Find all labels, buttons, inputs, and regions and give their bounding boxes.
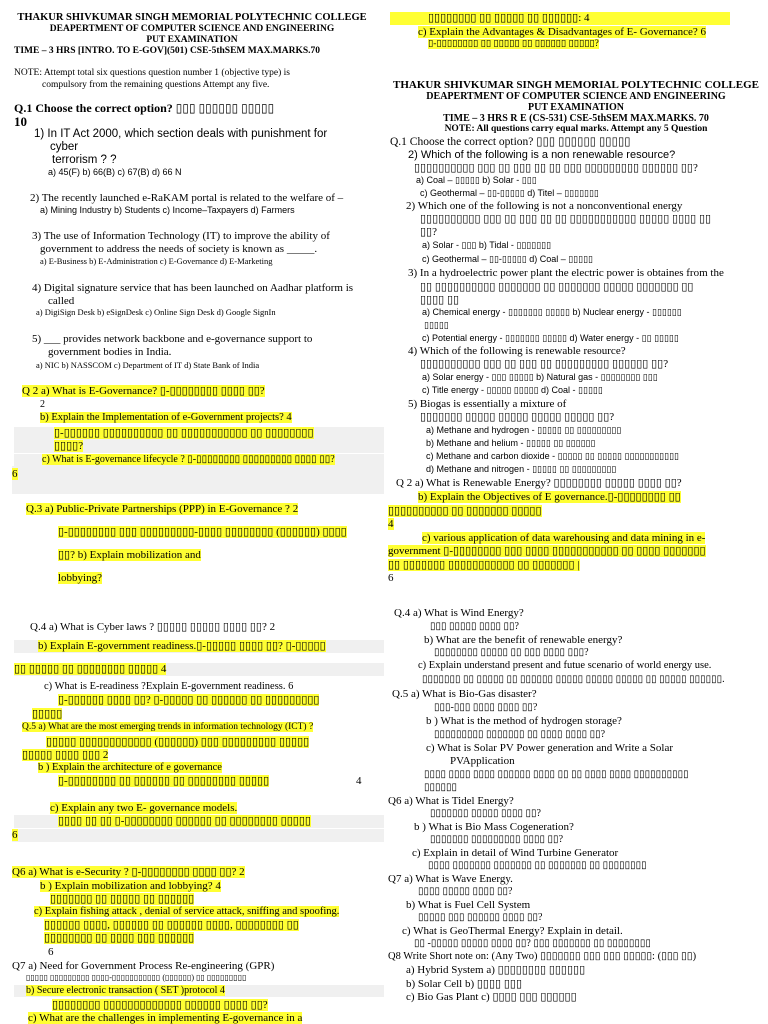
right-q5-c: c) What is Solar PV Power generation and Write a Solar bbox=[426, 742, 674, 754]
right-exam-paper bbox=[384, 0, 768, 1024]
left-q1-title: Q.1 Choose the correct option? ▯▯▯ ▯▯▯▯▯▯ ▯▯▯▯▯ bbox=[14, 101, 275, 115]
left-note-line-1: NOTE: Attempt total six questions question number 1 (objective type) is bbox=[14, 68, 290, 78]
left-q6-b: b ) Explain mobilization and lobbying? 4 bbox=[40, 880, 221, 892]
right-q2-b: b) Explain the Objectives of E governance.▯-▯▯▯▯▯▯▯▯ ▯▯ bbox=[418, 491, 681, 503]
right-q5-b: b ) What is the method of hydrogen storage? bbox=[426, 715, 622, 727]
right-q1-options: ▯▯▯▯▯ bbox=[424, 320, 449, 330]
right-q1-item: 2) Which of the following is a non renewable resource? bbox=[408, 149, 676, 161]
left-exam-name: PUT EXAMINATION bbox=[146, 35, 238, 45]
right-q1-hindi: ▯▯▯▯▯▯▯▯▯▯ ▯▯▯ ▯▯ ▯▯▯ ▯▯ ▯▯▯▯▯▯▯▯▯ ▯▯▯▯▯▯ ▯▯? bbox=[420, 358, 669, 370]
left-q2-a: Q 2 a) What is E-Governance? ▯-▯▯▯▯▯▯▯▯ ▯▯▯▯ ▯▯? bbox=[22, 385, 265, 397]
left-note-line-2: compulsory from the remaining questions Attempt any five. bbox=[42, 80, 270, 90]
right-top-c-hindi: ▯-▯▯▯▯▯▯▯▯ ▯▯ ▯▯▯▯▯ ▯▯ ▯▯▯▯▯▯ ▯▯▯▯▯? bbox=[428, 39, 599, 49]
right-q1-options: c) Methane and carbon dioxide - ▯▯▯▯▯ ▯▯ ▯▯▯▯▯ ▯▯▯▯▯▯▯▯▯▯▯ bbox=[426, 451, 679, 461]
left-q7-c: c) What are the challenges in implementing E-governance in a bbox=[28, 1012, 303, 1024]
right-q7-a: Q7 a) What is Wave Energy. bbox=[388, 873, 513, 885]
right-q4-c: c) Explain understand present and futue scenario of world energy use. bbox=[418, 660, 712, 671]
left-q3-b-cont: lobbying? bbox=[58, 572, 102, 584]
right-college-name: THAKUR SHIVKUMAR SINGH MEMORIAL POLYTECHNIC COLLEGE bbox=[392, 79, 759, 91]
right-q4-a: Q.4 a) What is Wind Energy? bbox=[394, 607, 524, 619]
left-q6-b-hindi: ▯▯▯▯▯▯▯ ▯▯ ▯▯▯▯▯ ▯▯ ▯▯▯▯▯▯ bbox=[50, 893, 195, 905]
right-q5-a: Q.5 a) What is Bio-Gas disaster? bbox=[392, 688, 537, 700]
left-department: DEAPERTMENT OF COMPUTER SCIENCE AND ENGINEERING bbox=[49, 24, 335, 34]
left-q5-a-hindi: ▯▯▯▯▯ ▯▯▯▯ ▯▯▯ 2 bbox=[22, 749, 109, 761]
left-q6-c-hindi: ▯▯▯▯▯▯ ▯▯▯▯, ▯▯▯▯▯▯ ▯▯ ▯▯▯▯▯▯ ▯▯▯▯, ▯▯▯▯▯▯▯▯ ▯▯ bbox=[44, 919, 299, 931]
right-q8-item: a) Hybrid System a) ▯▯▯▯▯▯▯▯ ▯▯▯▯▯▯ bbox=[406, 964, 586, 976]
right-q5-b-hindi: ▯▯▯▯▯▯▯▯▯ ▯▯▯▯▯▯▯ ▯▯ ▯▯▯▯ ▯▯▯▯ ▯▯? bbox=[434, 729, 606, 740]
right-q2-c: c) various application of data warehousing and data mining in e- bbox=[422, 532, 706, 544]
right-q7-c: c) What is GeoThermal Energy? Explain in detail. bbox=[402, 925, 623, 937]
left-q5-c-marks: 6 bbox=[12, 829, 384, 842]
right-q1-options: b) Methane and helium - ▯▯▯▯▯ ▯▯ ▯▯▯▯▯▯ bbox=[426, 438, 596, 448]
left-q1-item: 2) The recently launched e-RaKAM portal is related to the welfare of – bbox=[30, 192, 344, 204]
right-q6-b: b ) What is Bio Mass Cogeneration? bbox=[414, 821, 574, 833]
right-q1-options: c) Geothermal – ▯▯-▯▯▯▯▯ d) Titel – ▯▯▯▯▯▯▯ bbox=[420, 188, 599, 198]
right-q7-b-hindi: ▯▯▯▯▯ ▯▯▯ ▯▯▯▯▯▯ ▯▯▯▯ ▯▯? bbox=[418, 912, 543, 923]
right-q1-title: Q.1 Choose the correct option? ▯▯▯ ▯▯▯▯▯▯ ▯▯▯▯▯ bbox=[390, 136, 631, 148]
left-q5-c-hindi: ▯▯▯▯ ▯▯ ▯▯ ▯-▯▯▯▯▯▯▯▯ ▯▯▯▯▯▯ ▯▯ ▯▯▯▯▯▯▯▯ ▯▯▯▯▯ bbox=[14, 815, 384, 828]
right-q1-options: c) Geothermal – ▯▯-▯▯▯▯▯ d) Coal – ▯▯▯▯▯ bbox=[422, 254, 593, 264]
right-q5-c-hindi: ▯▯▯▯▯▯ bbox=[424, 782, 458, 793]
left-q1-options: a) DigiSign Desk b) eSignDesk c) Online Sign Desk d) Google SignIn bbox=[36, 307, 276, 317]
right-q4-c-hindi: ▯▯▯▯▯▯▯ ▯▯ ▯▯▯▯▯ ▯▯ ▯▯▯▯▯▯ ▯▯▯▯▯ ▯▯▯▯▯ ▯▯▯▯▯ ▯▯ ▯▯▯▯▯ ▯▯▯▯▯▯. bbox=[422, 674, 725, 685]
left-q3-b: ▯▯? b) Explain mobilization and bbox=[58, 549, 201, 561]
right-q2-c-hindi: ▯▯ ▯▯▯▯▯▯▯ ▯▯▯▯▯▯▯▯▯▯▯ ▯▯ ▯▯▯▯▯▯▯ | bbox=[388, 559, 580, 571]
left-q1-item: 5) ___ provides network backbone and e-governance support to bbox=[32, 333, 313, 345]
right-q4-a-hindi: ▯▯▯ ▯▯▯▯▯ ▯▯▯▯ ▯▯? bbox=[430, 621, 519, 632]
right-q6-c: c) Explain in detail of Wind Turbine Generator bbox=[412, 847, 619, 859]
left-q2-c: c) What is E-governance lifecycle ? ▯-▯▯▯▯▯▯▯▯ ▯▯▯▯▯▯▯▯▯ ▯▯▯▯ ▯▯? bbox=[14, 454, 384, 466]
left-q5-a: Q.5 a) What are the most emerging trends in information technology (ICT) ? bbox=[22, 722, 314, 732]
right-q1-hindi: ▯▯ ▯▯▯▯▯▯▯▯▯▯ ▯▯▯▯▯▯▯ ▯▯ ▯▯▯▯▯▯▯ ▯▯▯▯▯ ▯▯▯▯▯▯▯ ▯▯ bbox=[420, 281, 694, 293]
left-q7-a-hindi: ▯▯▯▯▯ ▯▯▯▯▯▯▯▯▯ ▯▯▯▯-▯▯▯▯▯▯▯▯▯▯▯ (▯▯▯▯▯▯) ▯▯ ▯▯▯▯▯▯▯▯▯ bbox=[26, 973, 247, 982]
left-q2-c-marks: 6 bbox=[12, 466, 384, 494]
left-exam-meta: TIME – 3 HRS [INTRO. TO E-GOV](501) CSE-5thSEM MAX.MARKS.70 bbox=[14, 46, 321, 56]
right-q1-item: 3) In a hydroelectric power plant the electric power is obtaines from the bbox=[408, 267, 724, 279]
left-q5-b-hindi: ▯-▯▯▯▯▯▯▯▯ ▯▯ ▯▯▯▯▯▯ ▯▯ ▯▯▯▯▯▯▯▯ ▯▯▯▯▯ bbox=[58, 775, 270, 787]
left-q1-item: government to address the needs of society is known as _____. bbox=[40, 243, 318, 255]
left-q2-b-hindi: ▯▯▯▯? bbox=[14, 440, 384, 453]
left-q1-item: terrorism ? ? bbox=[52, 154, 117, 166]
left-q6-a: Q6 a) What is e-Security ? ▯-▯▯▯▯▯▯▯▯ ▯▯▯▯ ▯▯? 2 bbox=[12, 866, 245, 878]
left-q5-b: b ) Explain the architecture of e governance bbox=[38, 762, 222, 773]
left-q1-options: a) E-Business b) E-Administration c) E-Governance d) E-Marketing bbox=[40, 256, 273, 266]
right-exam-meta: TIME – 3 HRS R E (CS-531) CSE-5thSEM MAX.MARKS. 70 bbox=[443, 113, 709, 124]
left-q1-item: 3) The use of Information Technology (IT) to improve the ability of bbox=[32, 230, 330, 242]
right-top-c: c) Explain the Advantages & Disadvantages of E- Governance? 6 bbox=[418, 26, 707, 38]
right-q1-options: a) Coal – ▯▯▯▯▯ b) Solar - ▯▯▯ bbox=[416, 175, 537, 185]
right-top-cont: ▯▯▯▯▯▯▯▯ ▯▯ ▯▯▯▯▯ ▯▯ ▯▯▯▯▯▯: 4 bbox=[390, 12, 730, 25]
right-q1-item: 5) Biogas is essentially a mixture of bbox=[408, 398, 567, 410]
right-q4-b-hindi: ▯▯▯▯▯▯▯▯ ▯▯▯▯▯ ▯▯ ▯▯▯ ▯▯▯▯ ▯▯▯? bbox=[434, 647, 589, 658]
left-q3-a: Q.3 a) Public-Private Partnerships (PPP) in E-Governance ? 2 bbox=[26, 503, 299, 515]
left-q5-b-marks: 4 bbox=[356, 775, 362, 787]
left-q1-options: a) NIC b) NASSCOM c) Department of IT d) State Bank of India bbox=[36, 360, 260, 370]
right-q1-hindi: ▯▯▯▯▯▯▯▯▯▯ ▯▯▯ ▯▯ ▯▯▯ ▯▯ ▯▯ ▯▯▯▯▯▯▯▯▯▯▯ ▯▯▯▯▯ ▯▯▯▯ ▯▯ bbox=[420, 213, 712, 225]
right-q1-options: c) Potential energy - ▯▯▯▯▯▯▯ ▯▯▯▯▯ d) Water energy - ▯▯ ▯▯▯▯▯ bbox=[422, 333, 679, 343]
left-q4-b: b) Explain E-government readiness.▯-▯▯▯▯▯ ▯▯▯▯ ▯▯? ▯-▯▯▯▯▯ bbox=[14, 640, 384, 653]
right-q8-item: c) Bio Gas Plant c) ▯▯▯▯ ▯▯▯ ▯▯▯▯▯▯ bbox=[406, 991, 577, 1003]
right-q5-c-cont: PVApplication bbox=[450, 755, 515, 767]
left-q6-c-marks: 6 bbox=[48, 946, 54, 958]
left-q1-marks: 10 bbox=[14, 114, 27, 129]
right-q2-c-cont: government ▯-▯▯▯▯▯▯▯▯ ▯▯▯ ▯▯▯▯ ▯▯▯▯▯▯▯▯▯▯▯ ▯▯ ▯▯▯▯ ▯▯▯▯▯▯▯ bbox=[388, 545, 706, 557]
left-q6-c: c) Explain fishing attack , denial of service attack, sniffing and spoofing. bbox=[34, 906, 340, 917]
left-q5-c: c) Explain any two E- governance models. bbox=[50, 802, 238, 814]
left-q1-item: 4) Digital signature service that has been launched on Aadhar platform is bbox=[32, 282, 354, 294]
right-q7-a-hindi: ▯▯▯▯ ▯▯▯▯▯ ▯▯▯▯ ▯▯? bbox=[418, 886, 513, 897]
right-q5-c-hindi: ▯▯▯▯ ▯▯▯▯ ▯▯▯▯ ▯▯▯▯▯▯ ▯▯▯▯ ▯▯ ▯▯ ▯▯▯▯ ▯▯▯▯ ▯▯▯▯▯▯▯▯▯▯ bbox=[424, 769, 689, 780]
right-q6-a-hindi: ▯▯▯▯▯▯▯ ▯▯▯▯▯ ▯▯▯▯ ▯▯? bbox=[430, 808, 541, 819]
right-q1-options: a) Chemical energy - ▯▯▯▯▯▯▯ ▯▯▯▯▯ b) Nuclear energy - ▯▯▯▯▯▯ bbox=[422, 307, 682, 317]
left-q1-item: called bbox=[48, 295, 75, 307]
right-q1-hindi: ▯▯▯▯▯▯▯▯▯▯ ▯▯▯ ▯▯ ▯▯▯ ▯▯ ▯▯ ▯▯▯ ▯▯▯▯▯▯▯▯▯ ▯▯▯▯▯▯ ▯▯? bbox=[414, 162, 698, 174]
right-q2-c-marks: 6 bbox=[388, 572, 394, 584]
right-q2-a: Q 2 a) What is Renewable Energy? ▯▯▯▯▯▯▯▯ ▯▯▯▯▯ ▯▯▯▯ ▯▯? bbox=[396, 477, 682, 489]
left-q4-b-hindi: ▯▯ ▯▯▯▯▯ ▯▯ ▯▯▯▯▯▯▯▯ ▯▯▯▯▯ 4 bbox=[14, 663, 384, 676]
right-note: NOTE: All questions carry equal marks. Attempt any 5 Question bbox=[444, 124, 708, 134]
left-q7-a: Q7 a) Need for Government Process Re-engineering (GPR) bbox=[12, 960, 275, 972]
right-q1-hindi: ▯▯? bbox=[420, 226, 437, 238]
left-q6-c-hindi: ▯▯▯▯▯▯▯▯ ▯▯ ▯▯▯▯ ▯▯▯ ▯▯▯▯▯▯ bbox=[44, 932, 195, 944]
left-q1-item: 1) In IT Act 2000, which section deals with punishment for bbox=[34, 128, 328, 140]
right-q1-options: c) Title energy - ▯▯▯▯▯ ▯▯▯▯▯ d) Coal - ▯▯▯▯▯ bbox=[422, 385, 603, 395]
right-q8-item: b) Solar Cell b) ▯▯▯▯ ▯▯▯ bbox=[406, 978, 522, 990]
left-q7-b: b) Secure electronic transaction ( SET )protocol 4 bbox=[14, 985, 384, 997]
right-q6-c-hindi: ▯▯▯▯ ▯▯▯▯▯▯▯ ▯▯▯▯▯▯▯ ▯▯ ▯▯▯▯▯▯▯ ▯▯ ▯▯▯▯▯▯▯▯ bbox=[428, 860, 647, 871]
right-q7-c-hindi: ▯▯ -▯▯▯▯▯ ▯▯▯▯▯ ▯▯▯▯ ▯▯? ▯▯▯ ▯▯▯▯▯▯▯ ▯▯ ▯▯▯▯▯▯▯▯ bbox=[414, 938, 651, 949]
right-q7-b: b) What is Fuel Cell System bbox=[406, 899, 531, 911]
left-q7-b-hindi: ▯▯▯▯▯▯▯▯ ▯▯▯▯▯▯▯▯▯▯▯▯▯ ▯▯▯▯▯▯ ▯▯▯▯ ▯▯? bbox=[52, 999, 268, 1011]
left-q1-options: a) Mining Industry b) Students c) Income–Taxpayers d) Farmers bbox=[40, 205, 295, 215]
left-q4-c-hindi: ▯▯▯▯▯ bbox=[32, 708, 63, 720]
right-q8-title: Q8 Write Short note on: (Any Two) ▯▯▯▯▯▯▯ ▯▯▯ ▯▯▯ ▯▯▯▯▯: (▯▯▯ ▯▯) bbox=[388, 951, 697, 962]
left-college-name: THAKUR SHIVKUMAR SINGH MEMORIAL POLYTECHNIC COLLEGE bbox=[17, 12, 367, 23]
right-q1-hindi: ▯▯▯▯ ▯▯ bbox=[420, 294, 460, 306]
right-q1-options: a) Solar - ▯▯▯ b) Tidal - ▯▯▯▯▯▯▯ bbox=[422, 240, 552, 250]
left-q1-item: government bodies in India. bbox=[48, 346, 172, 358]
right-q6-b-hindi: ▯▯▯▯▯▯▯ ▯▯▯▯▯▯▯▯▯ ▯▯▯▯ ▯▯? bbox=[430, 834, 564, 845]
left-q1-item: cyber bbox=[50, 141, 79, 153]
left-q2-b: b) Explain the Implementation of e-Government projects? 4 bbox=[40, 412, 292, 423]
right-department: DEAPERTMENT OF COMPUTER SCIENCE AND ENGINEERING bbox=[426, 91, 726, 102]
left-q2-b-hindi: ▯-▯▯▯▯▯▯ ▯▯▯▯▯▯▯▯▯▯ ▯▯ ▯▯▯▯▯▯▯▯▯▯▯ ▯▯ ▯▯▯▯▯▯▯▯ bbox=[14, 427, 384, 440]
left-q4-a: Q.4 a) What is Cyber laws ? ▯▯▯▯▯ ▯▯▯▯▯ ▯▯▯▯ ▯▯? 2 bbox=[30, 621, 276, 633]
left-q3-a-hindi: ▯-▯▯▯▯▯▯▯▯ ▯▯▯ ▯▯▯▯▯▯▯▯▯-▯▯▯▯ ▯▯▯▯▯▯▯▯ (▯▯▯▯▯▯) ▯▯▯▯ bbox=[58, 526, 347, 538]
right-q4-b: b) What are the benefit of renewable energy? bbox=[424, 634, 623, 646]
left-q2-a-marks: 2 bbox=[40, 399, 45, 410]
right-q1-options: d) Methane and nitrogen - ▯▯▯▯▯ ▯▯ ▯▯▯▯▯▯▯▯▯ bbox=[426, 464, 617, 474]
right-q2-b-marks: 4 bbox=[388, 518, 394, 530]
left-q4-c-hindi: ▯-▯▯▯▯▯▯ ▯▯▯▯ ▯▯? ▯-▯▯▯▯▯ ▯▯ ▯▯▯▯▯▯ ▯▯ ▯▯▯▯▯▯▯▯▯ bbox=[58, 694, 320, 706]
right-q1-item: 4) Which of the following is renewable resource? bbox=[408, 345, 626, 357]
right-q6-a: Q6 a) What is Tidel Energy? bbox=[388, 795, 514, 807]
right-q2-b-hindi: ▯▯▯▯▯▯▯▯▯▯ ▯▯ ▯▯▯▯▯▯▯ ▯▯▯▯▯ bbox=[388, 505, 542, 517]
right-q5-a-hindi: ▯▯▯-▯▯▯ ▯▯▯▯ ▯▯▯▯ ▯▯? bbox=[434, 702, 538, 713]
right-q1-options: a) Solar energy - ▯▯▯ ▯▯▯▯▯ b) Natural gas - ▯▯▯▯▯▯▯▯ ▯▯▯ bbox=[422, 372, 658, 382]
left-q5-a-hindi: ▯▯▯▯▯ ▯▯▯▯▯▯▯▯▯▯▯▯ (▯▯▯▯▯▯) ▯▯▯ ▯▯▯▯▯▯▯▯▯ ▯▯▯▯▯ bbox=[46, 736, 310, 748]
right-q1-item: 2) Which one of the following is not a nonconventional energy bbox=[406, 200, 683, 212]
right-q1-hindi: ▯▯▯▯▯▯▯ ▯▯▯▯▯ ▯▯▯▯▯ ▯▯▯▯▯ ▯▯▯▯▯ ▯▯? bbox=[420, 411, 615, 423]
left-q1-options: a) 45(F) b) 66(B) c) 67(B) d) 66 N bbox=[48, 167, 182, 177]
right-exam-name: PUT EXAMINATION bbox=[527, 102, 625, 113]
right-q1-options: a) Methane and hydrogen - ▯▯▯▯▯ ▯▯ ▯▯▯▯▯▯▯▯▯ bbox=[426, 425, 622, 435]
left-q4-c: c) What is E-readiness ?Explain E-government readiness. 6 bbox=[44, 681, 294, 692]
